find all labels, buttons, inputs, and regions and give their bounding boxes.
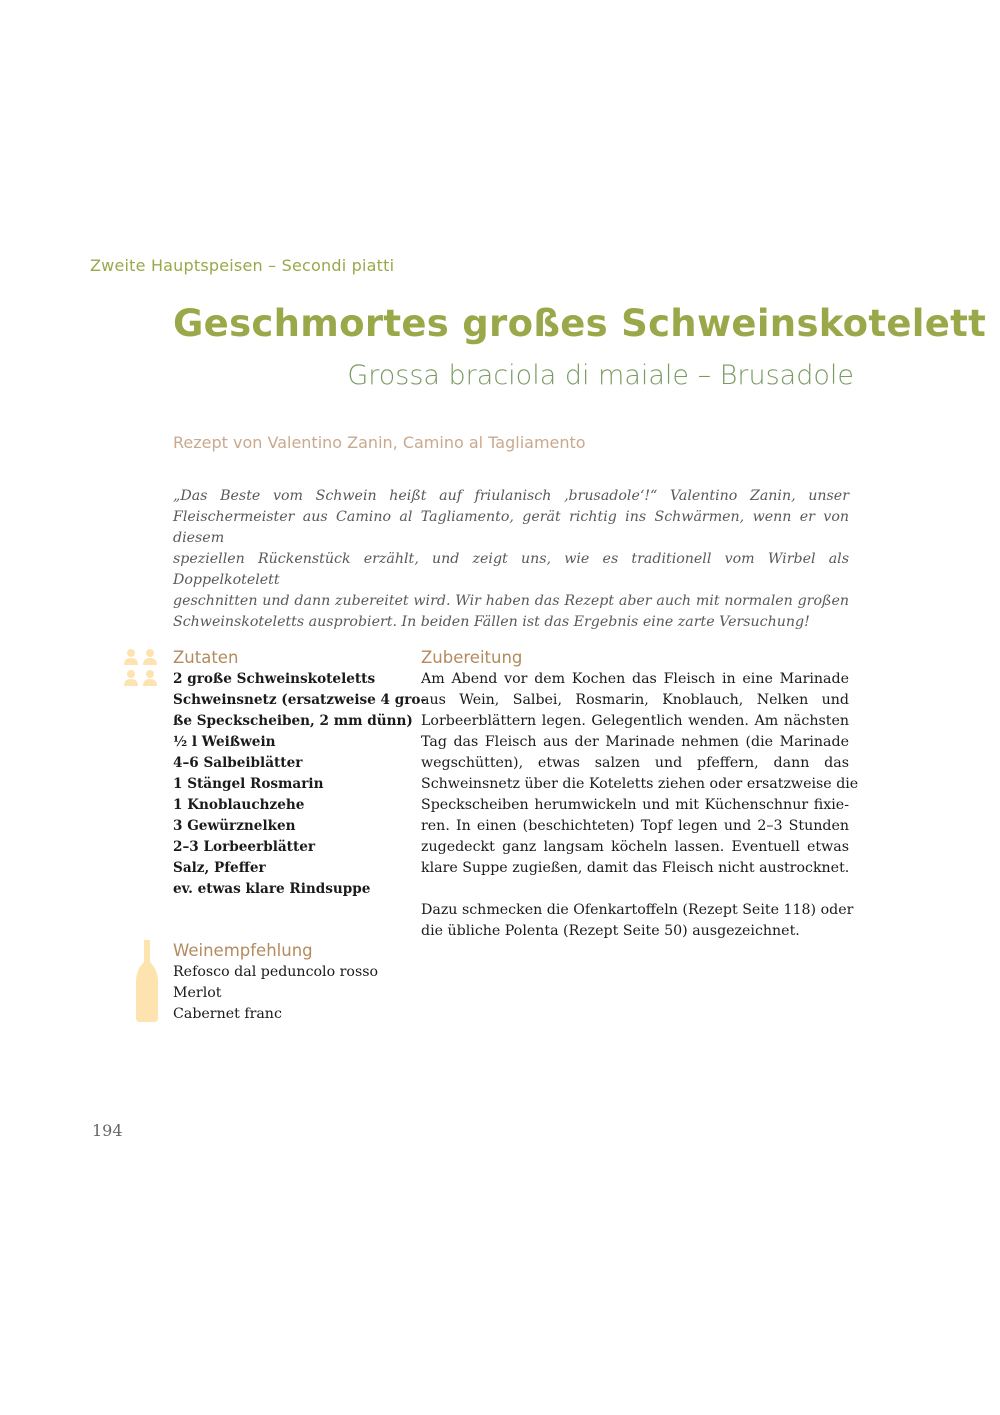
intro-paragraph — [173, 486, 849, 633]
preparation-paragraph — [421, 900, 854, 942]
recipe-subtitle: Grossa braciola di maiale – Brusadole — [347, 360, 854, 391]
section-heading: Zweite Hauptspeisen – Secondi piatti — [90, 256, 395, 275]
preparation-section — [421, 647, 859, 942]
preparation-line: ren. In einen (beschichteten) Topf legen und 2–3 Stunden — [421, 818, 849, 834]
recipe-author: Rezept von Valentino Zanin, Camino al Tagliamento — [173, 433, 586, 452]
preparation-line: Dazu schmecken die Ofenkartoffeln (Rezept Seite 118) oder — [421, 902, 854, 918]
recipe-title: Geschmortes großes Schweinskotelett — [173, 302, 987, 345]
wine-list — [173, 962, 413, 1025]
preparation-paragraph — [421, 669, 859, 879]
intro-line: geschnitten und dann zubereitet wird. Wir haben das Rezept aber auch mit normalen großen — [173, 593, 849, 609]
ingredient-item: 1 Knoblauchzehe — [173, 797, 305, 813]
wine-bottle-icon — [136, 940, 158, 1022]
intro-line: „Das Beste vom Schwein heißt auf friulanisch ‚brusadole‘!“ Valentino Zanin, unser — [173, 488, 849, 504]
preparation-text — [421, 669, 859, 942]
wine-item: Cabernet franc — [173, 1006, 282, 1022]
ingredient-item: 2–3 Lorbeerblätter — [173, 839, 316, 855]
preparation-line: aus Wein, Salbei, Rosmarin, Knoblauch, Nelken und — [421, 692, 849, 708]
preparation-line: zugedeckt ganz langsam köcheln lassen. Eventuell etwas — [421, 839, 849, 855]
ingredient-item: ße Speckscheiben, 2 mm dünn) — [173, 713, 413, 729]
ingredient-item: 3 Gewürznelken — [173, 818, 296, 834]
ingredient-item: ½ l Weißwein — [173, 734, 276, 750]
preparation-line: Lorbeerblättern legen. Gelegentlich wenden. Am nächsten — [421, 713, 849, 729]
preparation-line: Tag das Fleisch aus der Marinade nehmen (die Marinade — [421, 734, 849, 750]
ingredient-item: 2 große Schweinskoteletts — [173, 671, 376, 687]
preparation-line: wegschütten), etwas salzen und pfeffern, dann das — [421, 755, 849, 771]
intro-line: speziellen Rückenstück erzählt, und zeigt uns, wie es traditionell vom Wirbel als Doppelkotelett — [173, 551, 849, 588]
preparation-line: Am Abend vor dem Kochen das Fleisch in eine Marinade — [421, 671, 849, 687]
wine-item: Refosco dal peduncolo rosso — [173, 964, 379, 980]
intro-line: Fleischermeister aus Camino al Tagliamento, gerät richtig ins Schwärmen, wenn er von diesem — [173, 509, 849, 546]
preparation-heading: Zubereitung — [421, 648, 523, 667]
people-icon — [123, 648, 159, 688]
ingredient-item: Schweinsnetz (ersatzweise 4 gro- — [173, 692, 427, 708]
preparation-line: klare Suppe zugießen, damit das Fleisch nicht austrocknet. — [421, 860, 850, 876]
preparation-line: Schweinsnetz über die Koteletts ziehen oder ersatzweise die — [421, 776, 859, 792]
wine-section — [173, 940, 413, 1025]
ingredient-item: ev. etwas klare Rindsuppe — [173, 881, 371, 897]
ingredient-item: 1 Stängel Rosmarin — [173, 776, 324, 792]
ingredients-section — [173, 647, 427, 900]
ingredient-item: 4–6 Salbeiblätter — [173, 755, 303, 771]
preparation-line: die übliche Polenta (Rezept Seite 50) ausgezeichnet. — [421, 923, 800, 939]
intro-line: Schweinskoteletts ausprobiert. In beiden Fällen ist das Ergebnis eine zarte Versuchung! — [173, 614, 810, 630]
ingredients-heading: Zutaten — [173, 648, 239, 667]
ingredients-list — [173, 669, 427, 900]
wine-heading: Weinempfehlung — [173, 941, 313, 960]
wine-item: Merlot — [173, 985, 222, 1001]
page-number: 194 — [92, 1121, 123, 1140]
preparation-line: Speckscheiben herumwickeln und mit Küchenschnur fixie- — [421, 797, 849, 813]
ingredient-item: Salz, Pfeffer — [173, 860, 266, 876]
